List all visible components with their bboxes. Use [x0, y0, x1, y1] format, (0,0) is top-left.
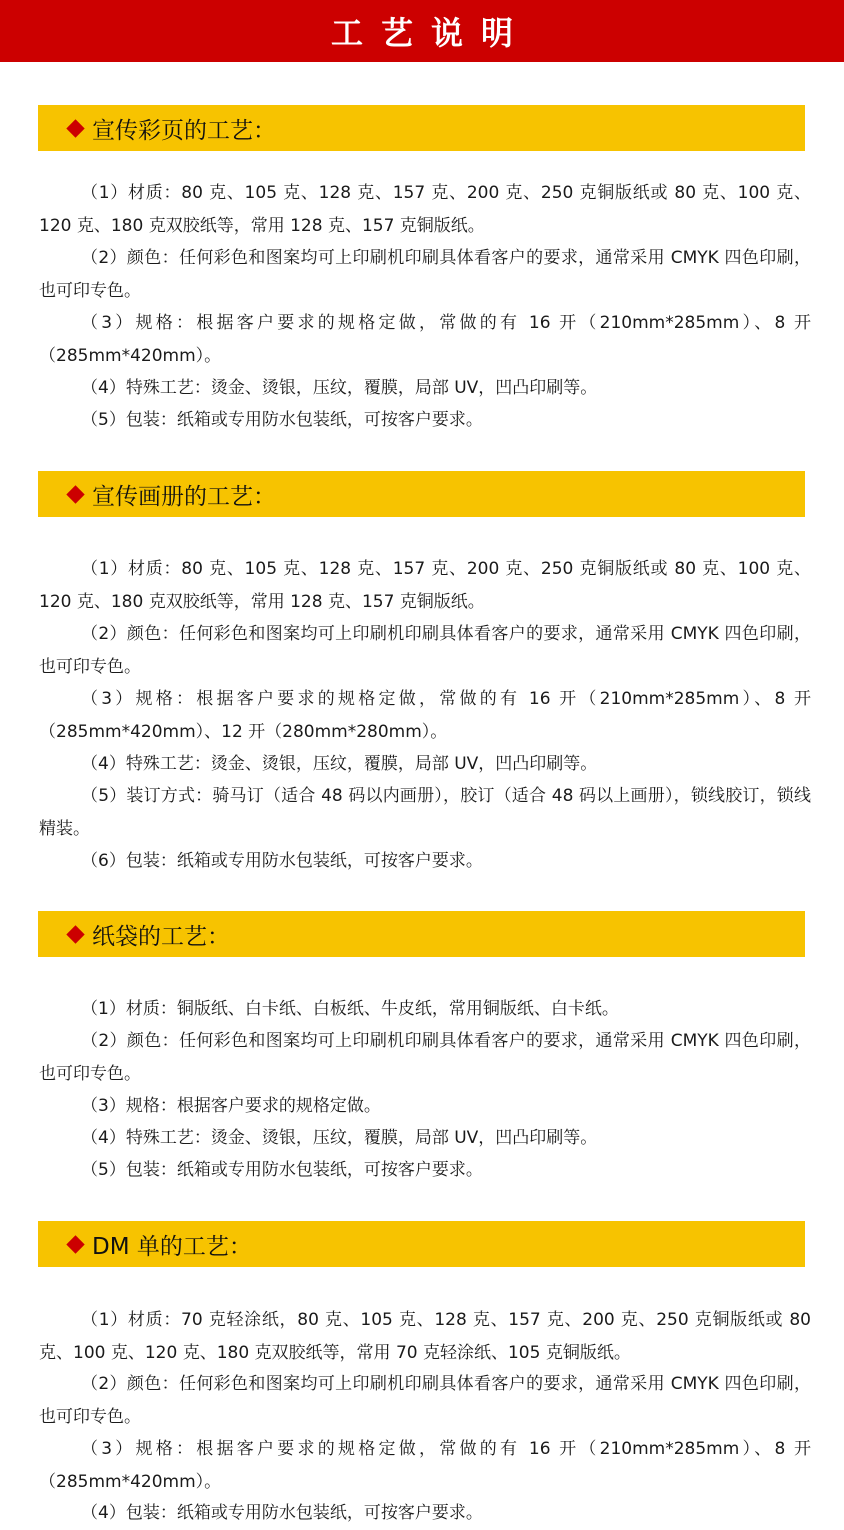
section-item: （4）特殊工艺：烫金、烫银，压纹，覆膜，局部 UV，凹凸印刷等。	[81, 378, 598, 398]
section-title: DM 单的工艺：	[92, 1233, 252, 1260]
section-item: （3）规格：根据客户要求的规格定做。	[81, 1096, 381, 1116]
section-item: （4）特殊工艺：烫金、烫银，压纹，覆膜，局部 UV，凹凸印刷等。	[81, 1128, 598, 1148]
section-header-paper-bag	[38, 911, 805, 957]
section-item: （1）材质：80 克、105 克、128 克、157 克、200 克、250 克铜版纸或 80 克、100 克、120 克、180 克双胶纸等，常用 128 克、157 克铜版纸。	[39, 183, 811, 236]
section-item: （5）包装：纸箱或专用防水包装纸，可按客户要求。	[81, 410, 483, 430]
section-title: 纸袋的工艺：	[92, 923, 230, 950]
section-header-dm	[38, 1221, 805, 1267]
diamond-icon	[66, 485, 84, 503]
section-item: （3）规格：根据客户要求的规格定做，常做的有 16 开（210mm*285mm）、8 开（285mm*420mm）。	[39, 313, 811, 366]
section-header-brochure	[38, 471, 805, 517]
diamond-icon	[66, 1235, 84, 1253]
section-item: （3）规格：根据客户要求的规格定做，常做的有 16 开（210mm*285mm）、8 开（285mm*420mm）。	[39, 1439, 811, 1492]
section-title: 宣传画册的工艺：	[92, 483, 276, 510]
diamond-icon	[66, 119, 84, 137]
section-title: 宣传彩页的工艺：	[92, 117, 276, 144]
section-item: （6）包装：纸箱或专用防水包装纸，可按客户要求。	[81, 851, 483, 871]
section-item: （3）规格：根据客户要求的规格定做，常做的有 16 开（210mm*285mm）、8 开（285mm*420mm）、12 开（280mm*280mm）。	[39, 689, 811, 742]
section-item: （1）材质：70 克轻涂纸，80 克、105 克、128 克、157 克、200 克、250 克铜版纸或 80 克、100 克、120 克、180 克双胶纸等，常用 70 克轻涂纸、105 克铜版纸。	[39, 1310, 811, 1363]
section-item: （4）特殊工艺：烫金、烫银，压纹，覆膜，局部 UV，凹凸印刷等。	[81, 754, 598, 774]
section-header-leaflet	[38, 105, 805, 151]
section-item: （2）颜色：任何彩色和图案均可上印刷机印刷具体看客户的要求，通常采用 CMYK 四色印刷，也可印专色。	[39, 1031, 811, 1084]
section-item: （5）装订方式：骑马订（适合 48 码以内画册），胶订（适合 48 码以上画册），锁线胶订，锁线精装。	[39, 786, 811, 839]
section-item: （5）包装：纸箱或专用防水包装纸，可按客户要求。	[81, 1160, 483, 1180]
section-item: （2）颜色：任何彩色和图案均可上印刷机印刷具体看客户的要求，通常采用 CMYK 四色印刷，也可印专色。	[39, 1374, 811, 1427]
section-item: （2）颜色：任何彩色和图案均可上印刷机印刷具体看客户的要求，通常采用 CMYK 四色印刷，也可印专色。	[39, 248, 811, 301]
diamond-icon	[66, 925, 84, 943]
header-banner	[0, 0, 844, 62]
section-item: （2）颜色：任何彩色和图案均可上印刷机印刷具体看客户的要求，通常采用 CMYK 四色印刷，也可印专色。	[39, 624, 811, 677]
section-item: （4）包装：纸箱或专用防水包装纸，可按客户要求。	[81, 1503, 483, 1523]
page-title: 工艺说明	[330, 14, 531, 52]
section-item: （1）材质：铜版纸、白卡纸、白板纸、牛皮纸，常用铜版纸、白卡纸。	[81, 999, 619, 1019]
section-item: （1）材质：80 克、105 克、128 克、157 克、200 克、250 克铜版纸或 80 克、100 克、120 克、180 克双胶纸等，常用 128 克、157 克铜版纸。	[39, 559, 811, 612]
